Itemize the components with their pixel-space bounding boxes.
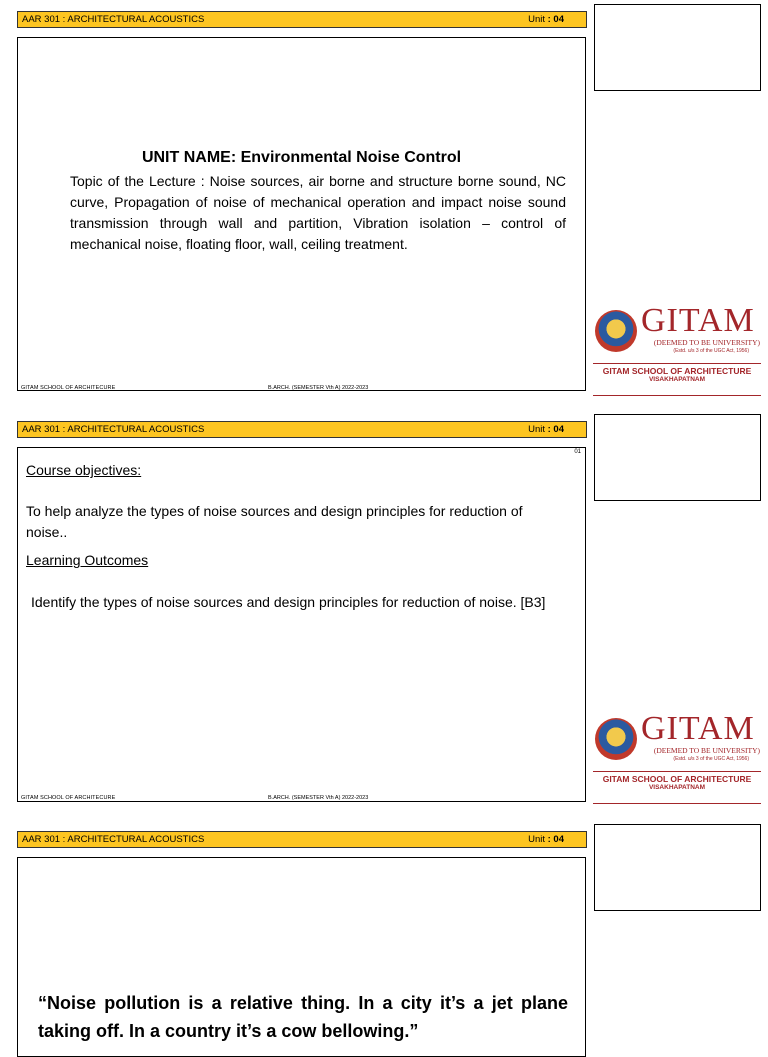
logo-deemed: (DEEMED TO BE UNIVERSITY) [653, 338, 760, 347]
page-number: 01 [574, 449, 581, 455]
footer-program: B.ARCH. (SEMESTER Vth A) 2022-2023 [268, 385, 369, 391]
logo-wordmark: GITAM [641, 710, 755, 747]
course-title: AAR 301 : ARCHITECTURAL ACOUSTICS [22, 424, 205, 435]
outcomes-heading: Learning Outcomes [26, 552, 149, 568]
slide-3 [0, 820, 768, 1041]
unit-number: Unit : 04 [528, 14, 564, 25]
course-title: AAR 301 : ARCHITECTURAL ACOUSTICS [22, 834, 205, 845]
gitam-logo [593, 710, 763, 804]
objectives-text: To help analyze the types of noise sources and design principles for reduction of noise.. [26, 503, 523, 540]
outcomes-text: Identify the types of noise sources and design principles for reduction of noise. [B3] [31, 594, 546, 610]
lecture-topic: Topic of the Lecture : Noise sources, air borne and structure borne sound, NC curve, Propagation of noise of mechanical operation and impact noise sound transmission through wall and partition, Vibration isolation – control of mechanical noise, floating floor, wall, ceiling treatment. [70, 173, 566, 252]
logo-rule [593, 771, 761, 772]
logo-wordmark: GITAM [641, 302, 755, 339]
footer-school: GITAM SCHOOL OF ARCHITECURE [21, 385, 116, 391]
footer-school: GITAM SCHOOL OF ARCHITECURE [21, 795, 116, 801]
logo-school: GITAM SCHOOL OF ARCHITECTURE [602, 774, 752, 784]
side-box [594, 824, 761, 911]
side-box [594, 4, 761, 91]
logo-rule-bottom [593, 395, 761, 396]
side-box [594, 414, 761, 501]
unit-title: UNIT NAME: Environmental Noise Control [141, 149, 462, 166]
slide-2 [0, 410, 768, 810]
gitam-emblem-icon [595, 310, 637, 352]
logo-estd: (Estd. u/s 3 of the UGC Act, 1956) [673, 348, 749, 354]
course-title: AAR 301 : ARCHITECTURAL ACOUSTICS [22, 14, 205, 25]
slide-header [17, 11, 587, 28]
slide-header [17, 831, 587, 848]
logo-deemed: (DEEMED TO BE UNIVERSITY) [653, 746, 760, 755]
slide-1 [0, 0, 768, 400]
footer-program: B.ARCH. (SEMESTER Vth A) 2022-2023 [268, 795, 369, 801]
slide-frame [17, 447, 586, 802]
unit-number: Unit : 04 [528, 834, 564, 845]
logo-estd: (Estd. u/s 3 of the UGC Act, 1956) [673, 756, 749, 762]
logo-rule-bottom [593, 803, 761, 804]
logo-city: VISAKHAPATNAM [648, 376, 706, 383]
logo-rule [593, 363, 761, 364]
slide-frame [17, 37, 586, 391]
objectives-heading: Course objectives: [26, 462, 142, 478]
unit-number: Unit : 04 [528, 424, 564, 435]
slide-frame [17, 857, 586, 1057]
gitam-emblem-icon [595, 718, 637, 760]
gitam-logo [593, 302, 763, 396]
logo-school: GITAM SCHOOL OF ARCHITECTURE [602, 366, 752, 376]
slide-header [17, 421, 587, 438]
logo-city: VISAKHAPATNAM [648, 784, 706, 791]
noise-quote: “Noise pollution is a relative thing. In a city it’s a jet plane taking off. In a country it’s a cow bellowing.” [38, 993, 568, 1041]
